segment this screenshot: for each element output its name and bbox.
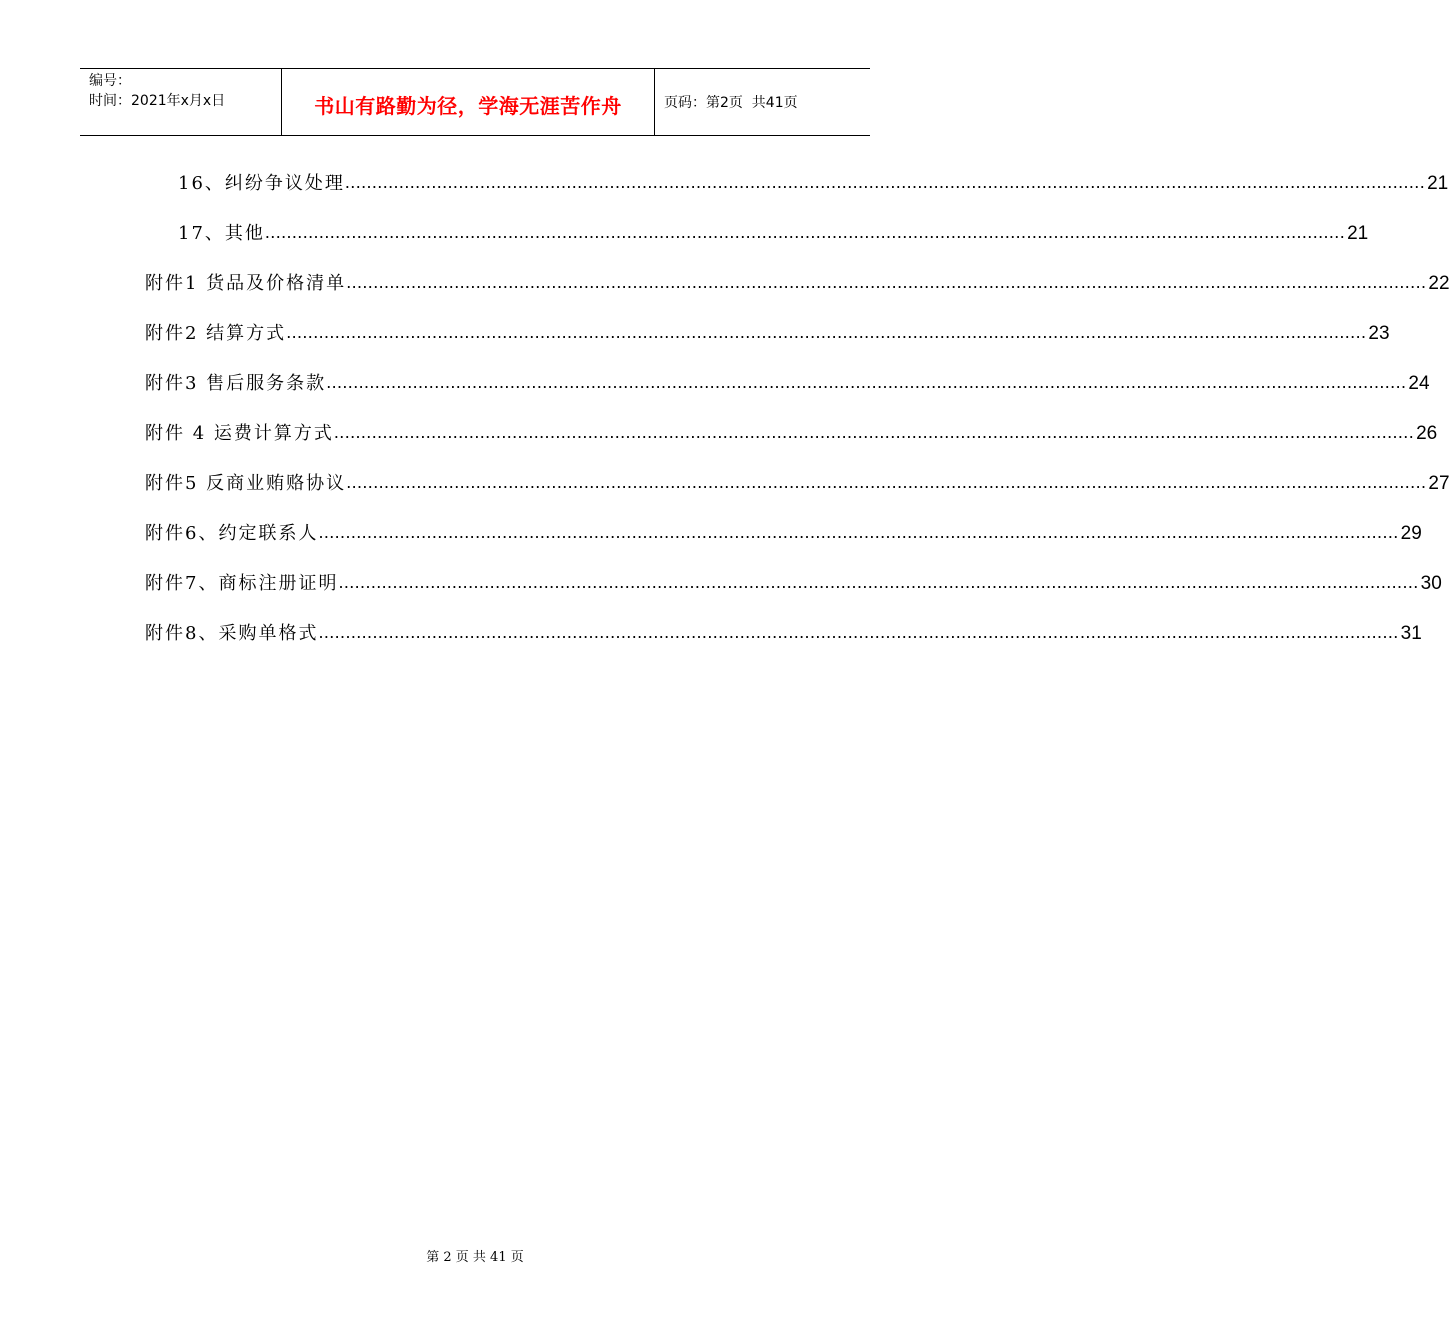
toc-entry[interactable] [145,618,1422,648]
toc-entry-page: 24 [1408,373,1430,394]
toc-entry-label: 附件5 反商业贿赂协议 [145,473,347,494]
toc-entry-label: 17、其他 [178,223,265,244]
page-footer [0,1246,950,1265]
toc-entry-label: 附件7、商标注册证明 [145,573,339,594]
toc-leader-dots: ........................................................................................................................................................................................................ [318,522,1399,542]
page-header [80,68,870,136]
toc-entry[interactable] [145,468,1450,498]
toc-entry-page: 31 [1400,623,1422,644]
toc-leader-dots: ........................................................................................................................................................................................................ [344,172,1426,192]
header-motto-cell [282,69,655,135]
toc-entry[interactable] [145,318,1390,348]
toc-entry-label: 附件3 售后服务条款 [145,373,327,394]
document-time-label: 时间：2021年x月x日 [89,93,226,109]
toc-entry-page: 26 [1416,423,1438,444]
toc-entry-label: 附件 4 运费计算方式 [145,423,334,444]
toc-entry-label: 附件8、采购单格式 [145,623,319,644]
toc-leader-dots: ........................................................................................................................................................................................................ [346,272,1427,292]
toc-entry[interactable] [145,268,1450,298]
header-page-info: 页码：第2页 共41页 [664,95,798,111]
toc-leader-dots: ........................................................................................................................................................................................................ [318,622,1399,642]
toc-leader-dots: ........................................................................................................................................................................................................ [286,322,1367,342]
toc-entry-page: 27 [1428,473,1450,494]
toc-entry[interactable] [145,418,1438,448]
toc-entry-page: 21 [1427,173,1449,194]
toc-entry-label: 附件2 结算方式 [145,323,287,344]
document-number-label: 编号： [89,73,131,89]
toc-entry-page: 29 [1400,523,1422,544]
toc-leader-dots: ........................................................................................................................................................................................................ [338,572,1419,592]
toc-entry-label: 16、纠纷争议处理 [178,173,345,194]
header-meta-cell [80,69,282,135]
toc-leader-dots: ........................................................................................................................................................................................................ [346,472,1427,492]
header-page-cell [655,69,870,135]
toc-entry[interactable] [145,568,1442,598]
toc-entry[interactable] [145,518,1422,548]
toc-leader-dots: ........................................................................................................................................................................................................ [333,422,1415,442]
toc-entry-label: 附件6、约定联系人 [145,523,319,544]
toc-leader-dots: ........................................................................................................................................................................................................ [326,372,1407,392]
toc-entry[interactable] [178,218,1369,248]
toc-entry-page: 23 [1368,323,1390,344]
toc-entry[interactable] [145,368,1430,398]
header-motto: 书山有路勤为径，学海无涯苦作舟 [314,93,622,118]
toc-leader-dots: ........................................................................................................................................................................................................ [264,222,1346,242]
toc-entry-page: 30 [1420,573,1442,594]
toc-entry-page: 21 [1347,223,1369,244]
toc-entry-page: 22 [1428,273,1450,294]
toc-entry-label: 附件1 货品及价格清单 [145,273,347,294]
toc-entry[interactable] [178,168,1449,198]
footer-page-number: 第 2 页 共 41 页 [426,1250,524,1265]
